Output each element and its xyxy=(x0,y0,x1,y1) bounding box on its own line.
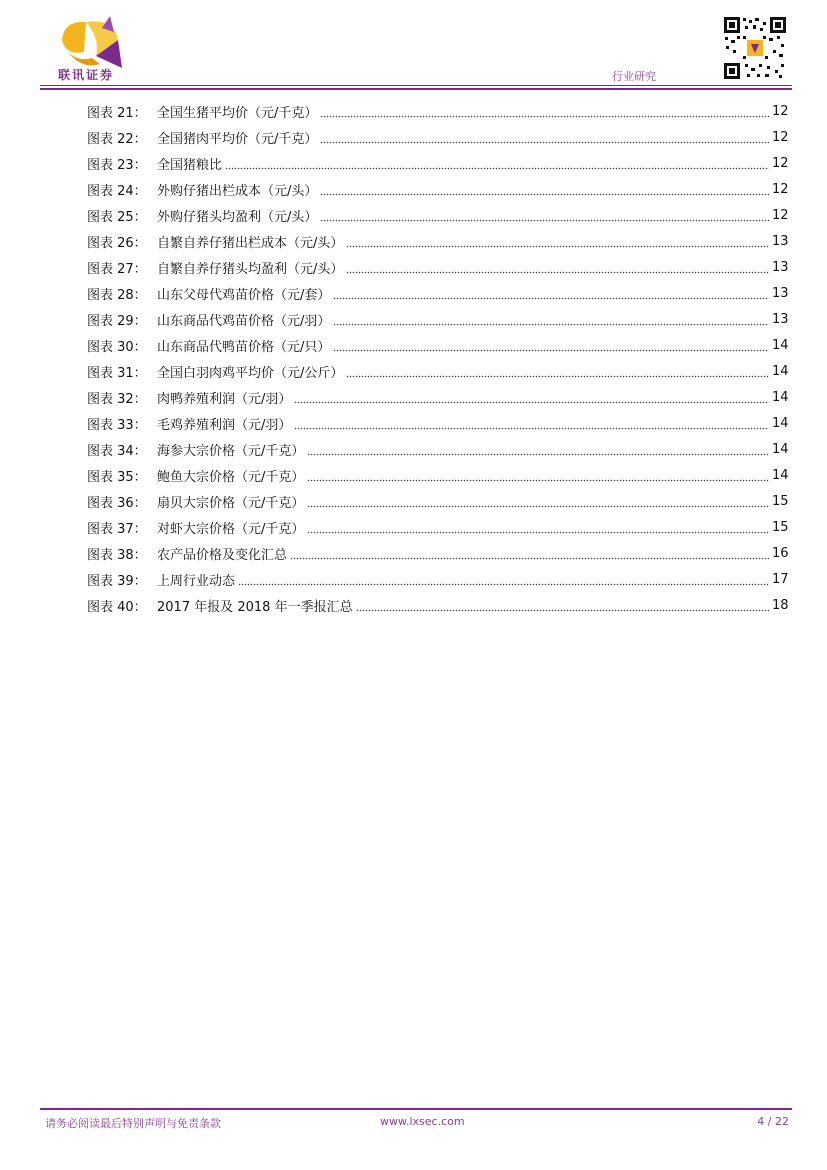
figure-number: 图表 34： xyxy=(87,443,147,459)
dot-leader xyxy=(333,288,769,301)
figure-number: 图表 33： xyxy=(87,417,147,433)
figure-list-item[interactable] xyxy=(87,410,788,436)
figure-page-number: 13 xyxy=(772,259,789,275)
figure-title: 上周行业动态 xyxy=(157,573,236,589)
figure-number: 图表 40： xyxy=(87,599,147,615)
figure-number: 图表 29： xyxy=(87,313,147,329)
figure-list-item[interactable] xyxy=(87,202,788,228)
figure-page-number: 13 xyxy=(772,285,789,301)
figure-list-item[interactable] xyxy=(87,488,788,514)
dot-leader xyxy=(238,574,769,587)
figure-number: 图表 31： xyxy=(87,365,147,381)
figure-number: 图表 36： xyxy=(87,495,147,511)
figure-title: 海参大宗价格（元/千克） xyxy=(157,443,305,459)
figure-list-item[interactable] xyxy=(87,436,788,462)
figure-list-item[interactable] xyxy=(87,124,788,150)
dot-leader xyxy=(346,236,769,249)
figure-page-number: 14 xyxy=(772,441,789,457)
figure-title: 自繁自养仔猪出栏成本（元/头） xyxy=(157,235,344,251)
figure-number: 图表 21： xyxy=(87,105,147,121)
figure-list-item[interactable] xyxy=(87,306,788,332)
figure-number: 图表 28： xyxy=(87,287,147,303)
header-divider xyxy=(40,85,792,86)
figure-page-number: 14 xyxy=(772,389,789,405)
figure-title: 全国猪粮比 xyxy=(157,157,223,173)
figure-page-number: 15 xyxy=(772,519,789,535)
figure-number: 图表 35： xyxy=(87,469,147,485)
figure-title: 自繁自养仔猪头均盈利（元/头） xyxy=(157,261,344,277)
dot-leader xyxy=(320,132,769,145)
figure-list-item[interactable] xyxy=(87,150,788,176)
figure-title: 扇贝大宗价格（元/千克） xyxy=(157,495,305,511)
figure-number: 图表 30： xyxy=(87,339,147,355)
figure-title: 山东商品代鸡苗价格（元/羽） xyxy=(157,313,331,329)
figure-list-item[interactable] xyxy=(87,384,788,410)
figure-number: 图表 24： xyxy=(87,183,147,199)
figure-page-number: 12 xyxy=(772,155,789,171)
dot-leader xyxy=(307,444,769,457)
figure-number: 图表 37： xyxy=(87,521,147,537)
dot-leader xyxy=(356,600,769,613)
figure-page-number: 12 xyxy=(772,181,789,197)
figure-number: 图表 22： xyxy=(87,131,147,147)
figure-number: 图表 23： xyxy=(87,157,147,173)
figure-list-item[interactable] xyxy=(87,98,788,124)
figure-number: 图表 32： xyxy=(87,391,147,407)
figure-page-number: 14 xyxy=(772,337,789,353)
dot-leader xyxy=(294,418,769,431)
dot-leader xyxy=(225,158,769,171)
company-logo-text: 联讯证券 xyxy=(58,68,115,82)
figure-list-item[interactable] xyxy=(87,566,788,592)
figure-page-number: 13 xyxy=(772,233,789,249)
figure-list-item[interactable] xyxy=(87,280,788,306)
figure-page-number: 12 xyxy=(772,103,789,119)
dot-leader xyxy=(290,548,769,561)
footer-divider xyxy=(40,1108,792,1110)
dot-leader xyxy=(333,314,769,327)
figure-title: 山东父母代鸡苗价格（元/套） xyxy=(157,287,331,303)
dot-leader xyxy=(346,262,769,275)
figure-title: 对虾大宗价格（元/千克） xyxy=(157,521,305,537)
figure-title: 外购仔猪头均盈利（元/头） xyxy=(157,209,318,225)
figure-list-item[interactable] xyxy=(87,358,788,384)
figure-list-item[interactable] xyxy=(87,540,788,566)
figure-number: 图表 25： xyxy=(87,209,147,225)
figure-list-item[interactable] xyxy=(87,228,788,254)
qr-code-icon xyxy=(723,16,787,80)
figure-list-item[interactable] xyxy=(87,514,788,540)
figure-list-item[interactable] xyxy=(87,462,788,488)
figure-number: 图表 39： xyxy=(87,573,147,589)
figure-page-number: 13 xyxy=(772,311,789,327)
figure-number: 图表 27： xyxy=(87,261,147,277)
dot-leader xyxy=(320,184,769,197)
figure-page-number: 17 xyxy=(772,571,789,587)
header-divider-thick xyxy=(40,88,792,90)
figure-page-number: 14 xyxy=(772,363,789,379)
dot-leader xyxy=(307,522,769,535)
figure-page-number: 12 xyxy=(772,129,789,145)
dot-leader xyxy=(307,496,769,509)
figure-title: 2017 年报及 2018 年一季报汇总 xyxy=(157,599,353,615)
page-indicator: 4 / 22 xyxy=(757,1115,789,1128)
dot-leader xyxy=(307,470,769,483)
figure-list-item[interactable] xyxy=(87,332,788,358)
figure-title: 鲍鱼大宗价格（元/千克） xyxy=(157,469,305,485)
dot-leader xyxy=(320,210,769,223)
figure-page-number: 14 xyxy=(772,415,789,431)
figure-page-number: 18 xyxy=(772,597,789,613)
header-section-title: 行业研究 xyxy=(612,71,656,83)
dot-leader xyxy=(333,340,769,353)
figure-page-number: 15 xyxy=(772,493,789,509)
figure-title: 外购仔猪出栏成本（元/头） xyxy=(157,183,318,199)
figure-title: 全国生猪平均价（元/千克） xyxy=(157,105,318,121)
figure-number: 图表 26： xyxy=(87,235,147,251)
figure-number: 图表 38： xyxy=(87,547,147,563)
figure-title: 全国白羽肉鸡平均价（元/公斤） xyxy=(157,365,344,381)
figure-list xyxy=(87,98,788,618)
dot-leader xyxy=(346,366,769,379)
disclaimer-link[interactable]: 请务必阅读最后特别声明与免责条款 xyxy=(45,1117,221,1130)
dot-leader xyxy=(294,392,769,405)
figure-title: 农产品价格及变化汇总 xyxy=(157,547,288,563)
dot-leader xyxy=(320,106,769,119)
figure-list-item[interactable] xyxy=(87,176,788,202)
figure-page-number: 16 xyxy=(772,545,789,561)
figure-title: 毛鸡养殖利润（元/羽） xyxy=(157,417,292,433)
website-link[interactable]: www.lxsec.com xyxy=(380,1115,465,1128)
figure-list-item[interactable] xyxy=(87,592,788,618)
figure-page-number: 14 xyxy=(772,467,789,483)
figure-title: 肉鸭养殖利润（元/羽） xyxy=(157,391,292,407)
figure-title: 山东商品代鸭苗价格（元/只） xyxy=(157,339,331,355)
figure-title: 全国猪肉平均价（元/千克） xyxy=(157,131,318,147)
figure-list-item[interactable] xyxy=(87,254,788,280)
figure-page-number: 12 xyxy=(772,207,789,223)
